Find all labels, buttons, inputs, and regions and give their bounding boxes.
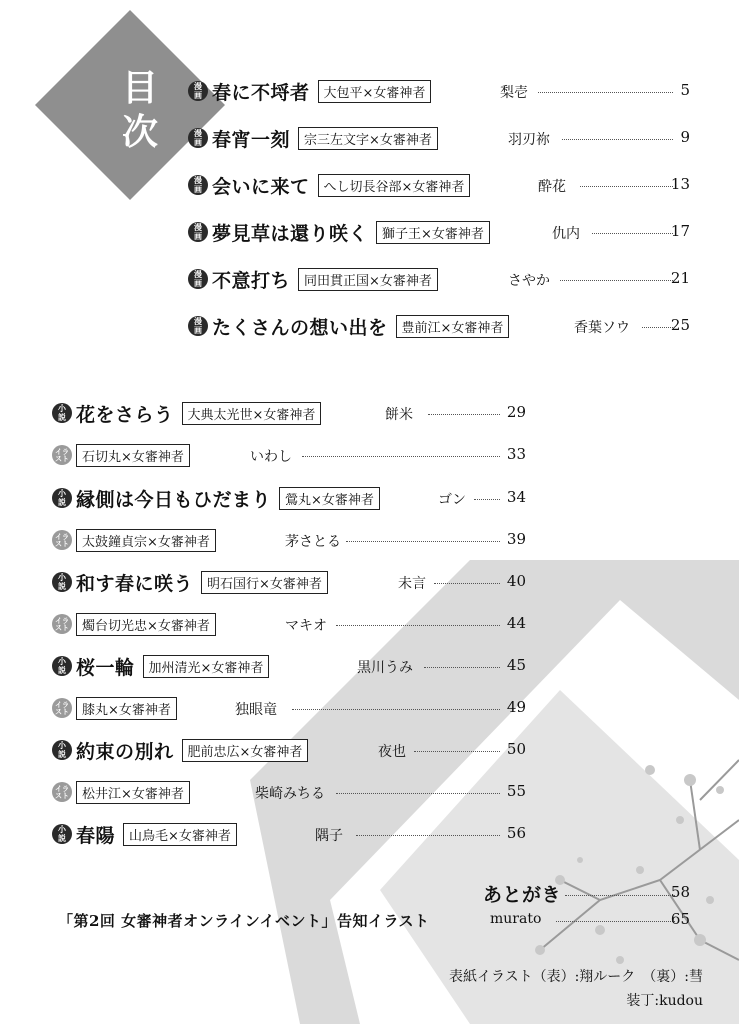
toc-entry	[188, 125, 438, 151]
cover-credit: 表紙イラスト（表）:翔ルーク （裏）:彗	[448, 969, 703, 985]
toc-entry	[52, 695, 177, 721]
toc-entry	[52, 737, 308, 763]
pairing-tag: 石切丸×女審神者	[76, 444, 190, 467]
entry-page: 34	[506, 488, 526, 506]
novel-badge-icon: 小 説	[52, 740, 72, 760]
entry-author: 香葉ソウ	[574, 320, 630, 336]
entry-page: 56	[506, 824, 526, 842]
entry-page: 21	[670, 269, 690, 287]
entry-author: 仇内	[552, 226, 580, 242]
entry-leader	[292, 709, 500, 710]
entry-page: 39	[506, 530, 526, 548]
manga-badge-icon: 漫 画	[188, 269, 208, 289]
toc-entry	[188, 172, 470, 198]
entry-title: 不意打ち	[212, 269, 291, 292]
entry-author: 独眼竜	[235, 702, 277, 718]
entry-leader	[538, 92, 673, 93]
entry-author: さやか	[508, 273, 550, 289]
entry-author: 酔花	[538, 179, 566, 195]
entry-title: 春に不埒者	[212, 81, 310, 104]
toc-entry	[52, 527, 216, 553]
entry-author: 茅さとる	[285, 534, 341, 550]
entry-page: 55	[506, 782, 526, 800]
toc-entry	[52, 442, 190, 468]
entry-title: 桜一輪	[76, 656, 135, 679]
entry-page: 13	[670, 175, 690, 193]
illust-badge-icon: イラ スト	[52, 782, 72, 802]
manga-badge-icon: 漫 画	[188, 81, 208, 101]
entry-leader	[356, 835, 500, 836]
entry-leader	[428, 414, 500, 415]
toc-entry	[188, 266, 438, 292]
toc-entry	[52, 400, 321, 426]
manga-badge-icon: 漫 画	[188, 316, 208, 336]
entry-leader	[424, 667, 500, 668]
toc-entry	[52, 611, 216, 637]
pairing-tag: 加州清光×女審神者	[143, 655, 270, 678]
novel-badge-icon: 小 説	[52, 488, 72, 508]
pairing-tag: 宗三左文字×女審神者	[298, 127, 438, 150]
entry-page: 49	[506, 698, 526, 716]
toc-entry	[52, 569, 328, 595]
entry-title: 会いに来て	[212, 175, 310, 198]
design-credit: 装丁:kudou	[626, 993, 703, 1009]
entry-title: 夢見草は還り咲く	[212, 222, 369, 245]
pairing-tag: 松井江×女審神者	[76, 781, 190, 804]
illust-badge-icon: イラ スト	[52, 445, 72, 465]
novel-badge-icon: 小 説	[52, 824, 72, 844]
entry-author: 梨壱	[500, 85, 528, 101]
entry-title: たくさんの想い出を	[212, 316, 388, 339]
pairing-tag: 大典太光世×女審神者	[182, 402, 322, 425]
entry-title: 春宵一刻	[212, 128, 291, 151]
illust-badge-icon: イラ スト	[52, 530, 72, 550]
pairing-tag: 明石国行×女審神者	[201, 571, 328, 594]
entry-leader	[414, 751, 500, 752]
toc-entry	[52, 653, 269, 679]
pairing-tag: 太鼓鐘貞宗×女審神者	[76, 529, 216, 552]
pairing-tag: 膝丸×女審神者	[76, 697, 177, 720]
toc-entry	[52, 485, 380, 511]
entry-author: ゴン	[438, 492, 466, 508]
toc-entry	[52, 779, 190, 805]
entry-author: 餅米	[385, 407, 413, 423]
entry-page: 33	[506, 445, 526, 463]
novel-badge-icon: 小 説	[52, 656, 72, 676]
entry-title: 花をさらう	[76, 403, 174, 426]
entry-page: 45	[506, 656, 526, 674]
entry-leader	[336, 793, 500, 794]
entry-title: 和す春に咲う	[76, 572, 194, 595]
event-author: murato	[490, 911, 542, 927]
entry-author: 未言	[398, 576, 426, 592]
event-page: 65	[670, 910, 690, 928]
entry-author: マキオ	[285, 618, 327, 634]
pairing-tag: 同田貫正国×女審神者	[298, 268, 438, 291]
novel-badge-icon: 小 説	[52, 572, 72, 592]
toc-entry	[188, 219, 490, 245]
entry-author: 隅子	[315, 828, 343, 844]
entry-author: 黒川うみ	[357, 660, 413, 676]
entry-title: 縁側は今日もひだまり	[76, 488, 272, 511]
entry-page: 5	[680, 81, 690, 99]
event-title: 「第2回 女審神者オンラインイベント」告知イラスト	[58, 911, 430, 930]
illust-badge-icon: イラ スト	[52, 698, 72, 718]
entry-title: 春陽	[76, 824, 116, 847]
pairing-tag: 豊前江×女審神者	[396, 315, 510, 338]
entry-author: いわし	[250, 449, 292, 465]
manga-badge-icon: 漫 画	[188, 128, 208, 148]
pairing-tag: 肥前忠広×女審神者	[182, 739, 309, 762]
entry-author: 夜也	[378, 744, 406, 760]
afterword-entry	[483, 880, 561, 906]
toc-entry	[52, 821, 237, 847]
novel-badge-icon: 小 説	[52, 403, 72, 423]
entry-page: 25	[670, 316, 690, 334]
manga-badge-icon: 漫 画	[188, 222, 208, 242]
toc-entry	[188, 78, 431, 104]
page-title: 目次	[121, 67, 158, 153]
entry-page: 9	[680, 128, 690, 146]
entry-leader	[302, 456, 500, 457]
pairing-tag: 大包平×女審神者	[318, 80, 432, 103]
pairing-tag: へし切長谷部×女審神者	[318, 174, 471, 197]
afterword-page: 58	[670, 883, 690, 901]
pairing-tag: 山鳥毛×女審神者	[123, 823, 237, 846]
entry-page: 44	[506, 614, 526, 632]
pairing-tag: 鶯丸×女審神者	[279, 487, 380, 510]
entry-author: 柴崎みちる	[255, 786, 325, 802]
illust-badge-icon: イラ スト	[52, 614, 72, 634]
entry-page: 40	[506, 572, 526, 590]
entry-page: 29	[506, 403, 526, 421]
toc-entry	[188, 313, 509, 339]
entry-page: 17	[670, 222, 690, 240]
entry-leader	[434, 583, 500, 584]
pairing-tag: 燭台切光忠×女審神者	[76, 613, 216, 636]
entry-page: 50	[506, 740, 526, 758]
entry-title: 約束の別れ	[76, 740, 174, 763]
event-entry	[58, 907, 430, 933]
manga-badge-icon: 漫 画	[188, 175, 208, 195]
pairing-tag: 獅子王×女審神者	[376, 221, 490, 244]
afterword-title: あとがき	[483, 883, 562, 906]
entry-author: 羽刃祢	[508, 132, 550, 148]
entry-leader	[346, 541, 500, 542]
entry-leader	[336, 625, 500, 626]
